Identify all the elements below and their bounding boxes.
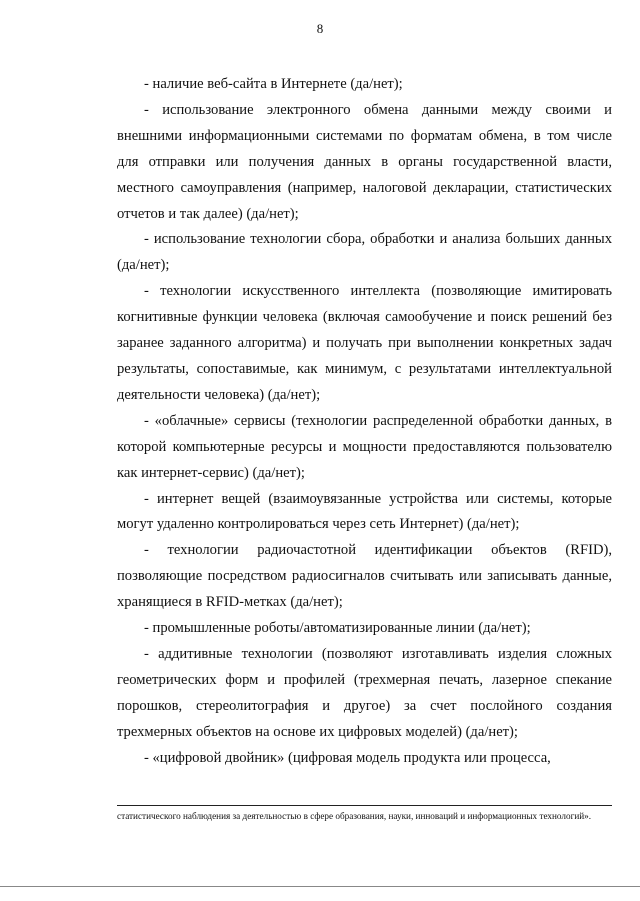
paragraph-website: - наличие веб-сайта в Интернете (да/нет); xyxy=(144,76,403,92)
footnote-divider xyxy=(117,805,612,806)
paragraph-rfid: - технологии радиочастотной идентификации объектов (RFID), позволяющие посредством радиосигналов считывать или записывать данные, хранящиеся в RFID-метках (да/нет); xyxy=(117,542,612,611)
paragraph-robots: - промышленные роботы/автоматизированные линии (да/нет); xyxy=(144,620,531,637)
page-bottom-edge xyxy=(0,886,640,887)
paragraph-ai: - технологии искусственного интеллекта (позволяющие имитировать когнитивные функции человека (включая самообучение и поиск решений без заранее заданного алгоритма) и получать при выполнении конкретных задач результаты, сопоставимые, как минимум, с результатами интеллектуальной деятельности человека) (да/нет); xyxy=(117,283,612,403)
footnote: статистического наблюдения за деятельностью в сфере образования, науки, инноваций и информационных технологий». xyxy=(117,811,592,821)
paragraph-cloud: - «облачные» сервисы (технологии распределенной обработки данных, в которой компьютерные ресурсы и мощности предоставляются пользователю как интернет-сервис) (да/нет); xyxy=(117,412,612,481)
paragraph-edi: - использование электронного обмена данными между своими и внешними информационными системами по форматам обмена, в том числе для отправки или получения данных в органы государственной власти, местного самоуправления (например, налоговой декларации, статистических отчетов и так далее) (да/нет); xyxy=(117,101,612,222)
paragraph-digital-twin: - «цифровой двойник» (цифровая модель продукта или процесса, xyxy=(144,749,551,766)
paragraph-big-data: - использование технологии сбора, обработки и анализа больших данных (да/нет); xyxy=(117,231,612,274)
paragraph-additive: - аддитивные технологии (позволяют изготавливать изделия сложных геометрических форм и профилей (трехмерная печать, лазерное спекание порошков, стереолитография и другое) за счет послойного создания трехмерных объектов на основе их цифровых моделей) (да/нет); xyxy=(117,645,612,740)
page-number: 8 xyxy=(316,21,324,36)
paragraph-iot: - интернет вещей (взаимоувязанные устройства или системы, которые могут удаленно контролироваться через сеть Интернет) (да/нет); xyxy=(117,490,612,533)
body-text xyxy=(117,72,612,771)
